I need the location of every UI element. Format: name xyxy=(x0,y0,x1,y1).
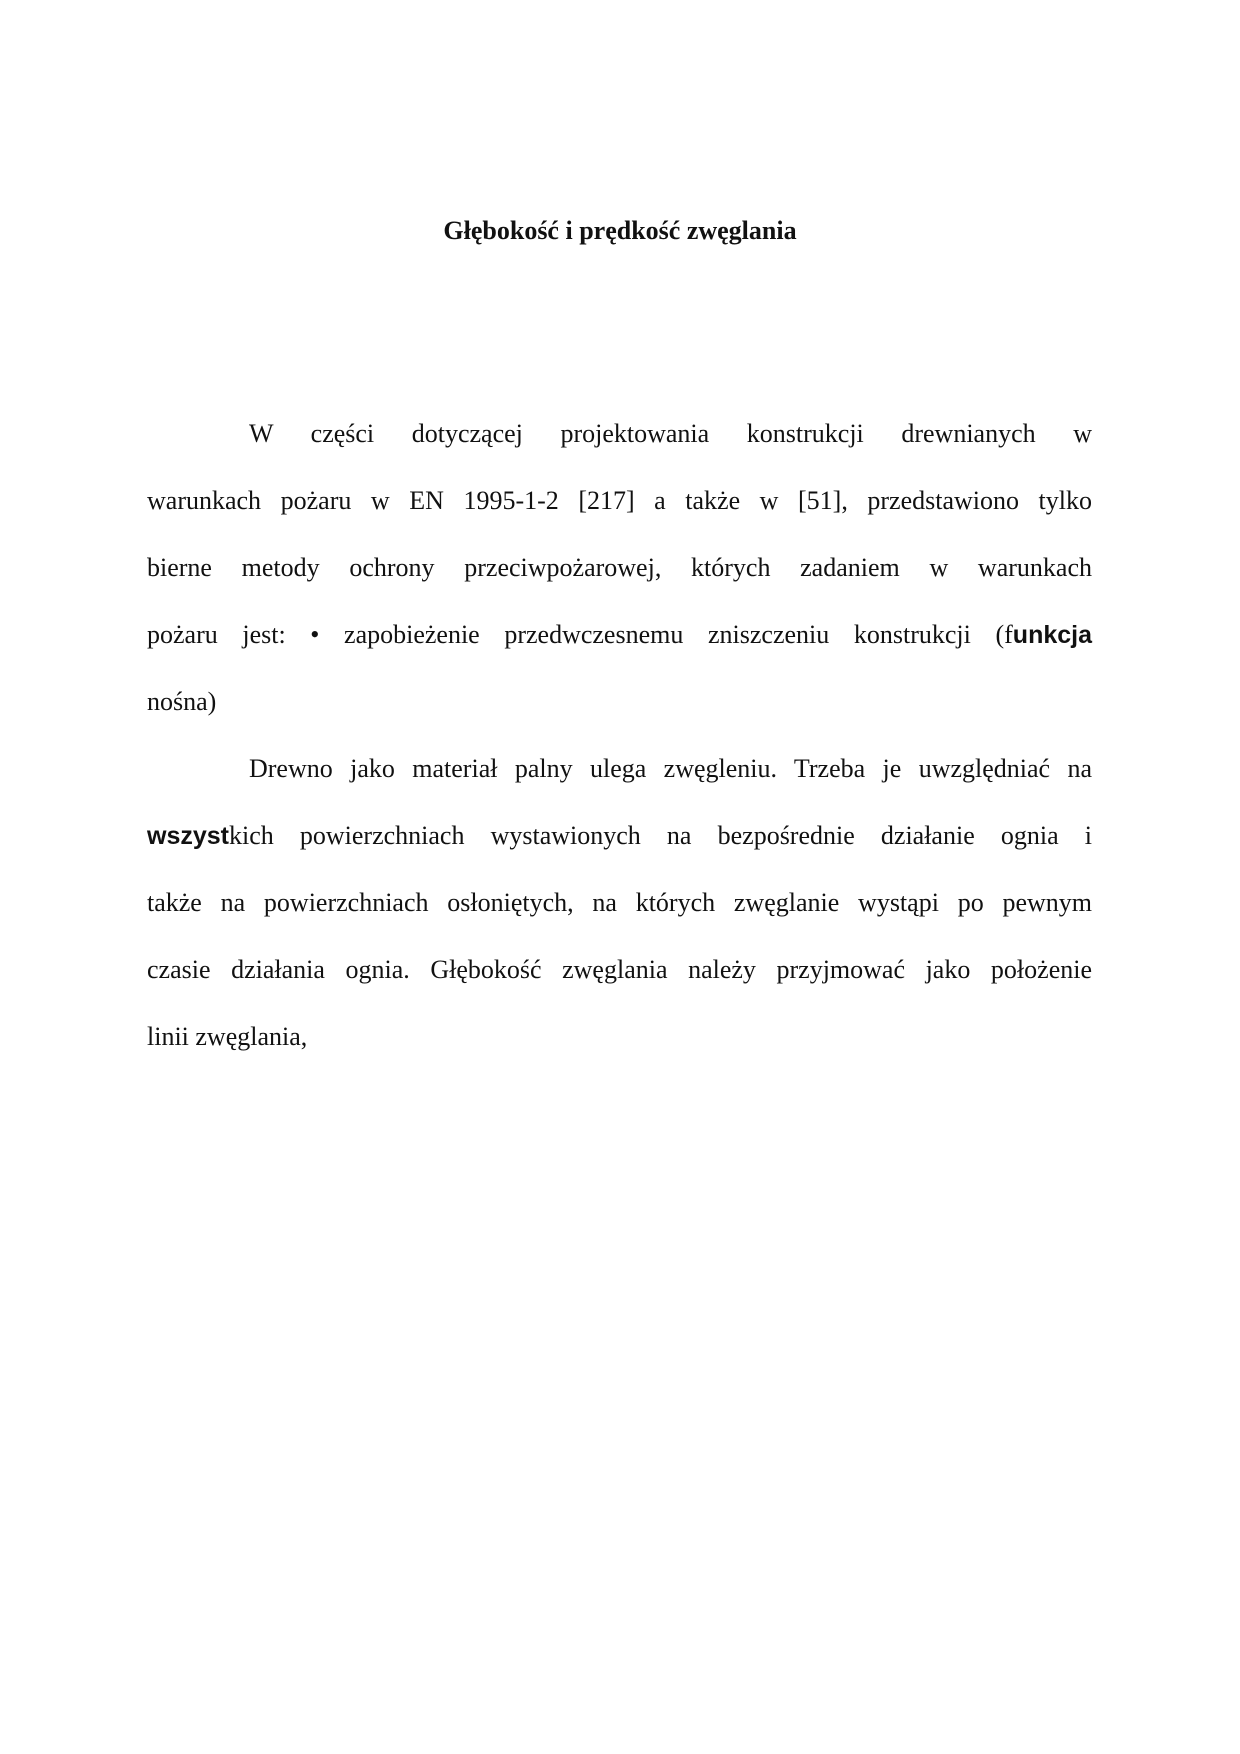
paragraph-2-line-4: czasie działania ognia. Głębokość zwęglania należy przyjmować jako położenie xyxy=(147,955,1092,984)
paragraph-2-line-5: linii zwęglania, xyxy=(147,1022,308,1051)
document-title: Głębokość i prędkość zwęglania xyxy=(443,216,797,245)
document-body xyxy=(147,414,1092,1084)
paragraph-2-line-3: także na powierzchniach osłoniętych, na których zwęglanie wystąpi po pewnym xyxy=(147,888,1092,917)
paragraph-2-line-1: Drewno jako materiał palny ulega zwęgleniu. Trzeba je uwzględniać na xyxy=(249,754,1092,783)
paragraph-1-line-1: W części dotyczącej projektowania konstrukcji drewnianych w xyxy=(249,419,1092,448)
paragraph-2-line-2-bold-fragment: wszyst xyxy=(147,822,229,850)
paragraph-1-line-4-text: pożaru jest: • zapobieżenie przedwczesnemu zniszczeniu konstrukcji (f xyxy=(147,620,1013,649)
paragraph-1-line-3: bierne metody ochrony przeciwpożarowej, których zadaniem w warunkach xyxy=(147,553,1092,582)
paragraph-1-line-4 xyxy=(147,615,1092,682)
paragraph-1-line-5: nośna) xyxy=(147,687,217,716)
paragraph-1-line-2: warunkach pożaru w EN 1995-1-2 [217] a także w [51], przedstawiono tylko xyxy=(147,486,1092,515)
paragraph-2-line-2 xyxy=(147,816,1092,883)
paragraph-1-line-4-bold-fragment: unkcja xyxy=(1012,621,1092,649)
paragraph-2-line-2-text: kich powierzchniach wystawionych na bezpośrednie działanie ognia i xyxy=(228,821,1092,850)
